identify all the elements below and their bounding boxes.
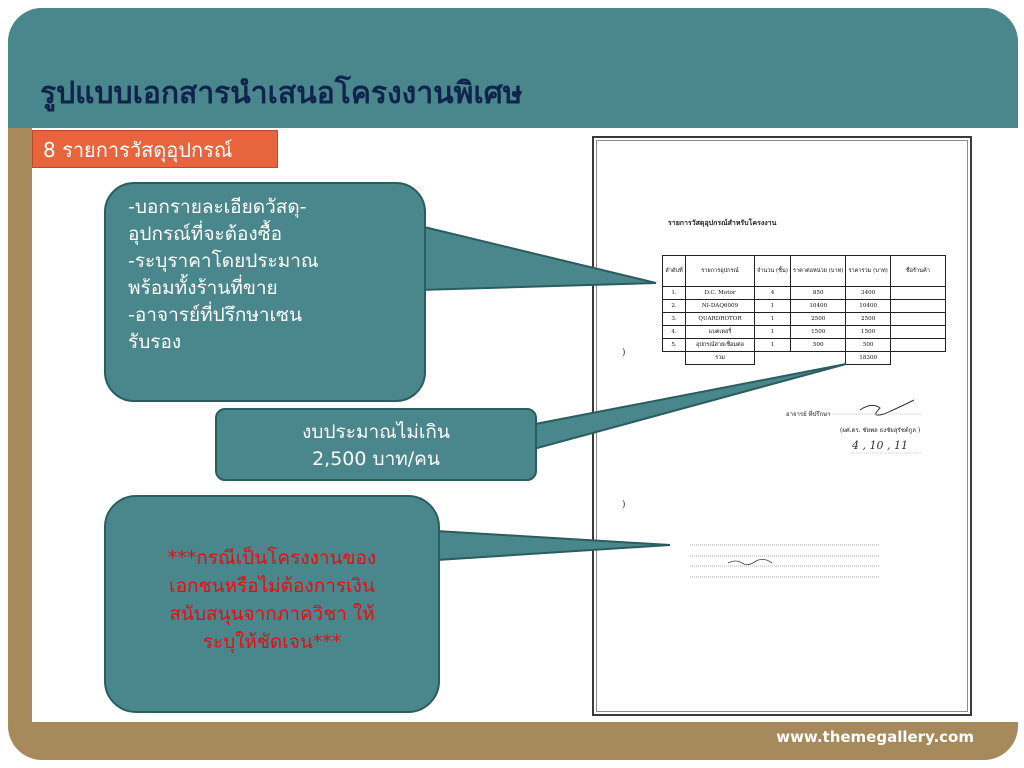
callout-line: เอกชนหรือไม่ต้องการเงิน — [169, 575, 375, 597]
signature-scribble — [860, 400, 914, 415]
table-cell: 1500 — [846, 326, 890, 339]
advisor-signature-label: อาจารย์ ที่ปรึกษา — [786, 411, 831, 418]
table-cell: 2. — [663, 300, 686, 313]
table-cell: 850 — [790, 287, 845, 300]
callout-pointer-note — [436, 531, 670, 560]
table-cell: 1 — [755, 326, 791, 339]
table-cell: 2500 — [846, 313, 890, 326]
document-mark: ) — [622, 348, 626, 358]
table-cell: อุปกรณ์สายเชื่อมต่อ — [686, 339, 755, 352]
callout-line: -ระบุราคาโดยประมาณ — [128, 250, 319, 272]
table-cell: D.C. Motor — [686, 287, 755, 300]
table-cell: 1 — [755, 313, 791, 326]
table-cell: 10400 — [790, 300, 845, 313]
callout-line: 2,500 บาท/คน — [312, 448, 440, 470]
section-tag: 8 รายการวัสดุอุปกรณ์ — [32, 130, 278, 168]
table-header-cell: ราคารวม (บาท) — [846, 256, 890, 287]
callout-pointer-budget — [530, 364, 846, 450]
advisor-name: (ผศ.ดร. ชัยพล ธงชัยสุรัชต์กูล ) — [840, 427, 921, 434]
table-cell: 2500 — [790, 313, 845, 326]
callout-line: ***กรณีเป็นโครงงานของ — [167, 547, 377, 569]
table-cell: 500 — [790, 339, 845, 352]
document-mark: ) — [622, 500, 626, 510]
table-header-cell: จำนวน (ชิ้น) — [755, 256, 791, 287]
table-cell: แบตเตอรี่ — [686, 326, 755, 339]
callout-line: พร้อมทั้งร้านที่ขาย — [128, 277, 278, 299]
callout-note — [104, 495, 440, 713]
slide-title: รูปแบบเอกสารนำเสนอโครงงานพิเศษ — [40, 76, 523, 111]
callout-line: ระบุให้ชัดเจน*** — [202, 631, 342, 653]
table-total-label: รวม — [686, 352, 755, 365]
callout-line: สนับสนุนจากภาควิชา ให้ — [169, 603, 375, 625]
table-cell: 1. — [663, 287, 686, 300]
table-cell: 1 — [755, 339, 791, 352]
table-cell: NI-DAQ6009 — [686, 300, 755, 313]
callout-pointer-details — [420, 226, 656, 290]
table-header-cell: ลำดับที่ — [663, 256, 686, 287]
table-cell: 3400 — [846, 287, 890, 300]
handwriting-scribble — [728, 559, 772, 564]
table-cell: 3. — [663, 313, 686, 326]
callout-line: งบประมาณไม่เกิน — [302, 421, 450, 443]
table-cell: 4. — [663, 326, 686, 339]
table-cell: 1500 — [790, 326, 845, 339]
callout-line: รับรอง — [128, 331, 182, 353]
table-cell: 1 — [755, 300, 791, 313]
signature-date: 4 , 10 , 11 — [852, 439, 908, 452]
callout-line: -บอกรายละเอียดวัสดุ- — [128, 196, 307, 218]
table-header-cell: ชื่อร้านค้า — [890, 256, 945, 287]
table-header-cell: ราคาต่อหน่วย (บาท) — [790, 256, 845, 287]
table-total-value: 18300 — [846, 352, 890, 365]
table-cell: 500 — [846, 339, 890, 352]
callout-details — [104, 182, 426, 402]
callout-line: -อาจารย์ที่ปรึกษาเซน — [128, 304, 302, 326]
table-cell: 4 — [755, 287, 791, 300]
document-heading: รายการวัสดุอุปกรณ์สำหรับโครงงาน — [668, 218, 777, 227]
table-header-cell: รายการอุปกรณ์ — [686, 256, 755, 287]
table-cell: 10400 — [846, 300, 890, 313]
table-cell: QUARDROTOR — [686, 313, 755, 326]
callout-budget — [215, 408, 537, 481]
table-cell: 5. — [663, 339, 686, 352]
callout-line: อุปกรณ์ที่จะต้องซื้อ — [128, 223, 283, 245]
footer-website: www.themegallery.com — [776, 728, 974, 746]
